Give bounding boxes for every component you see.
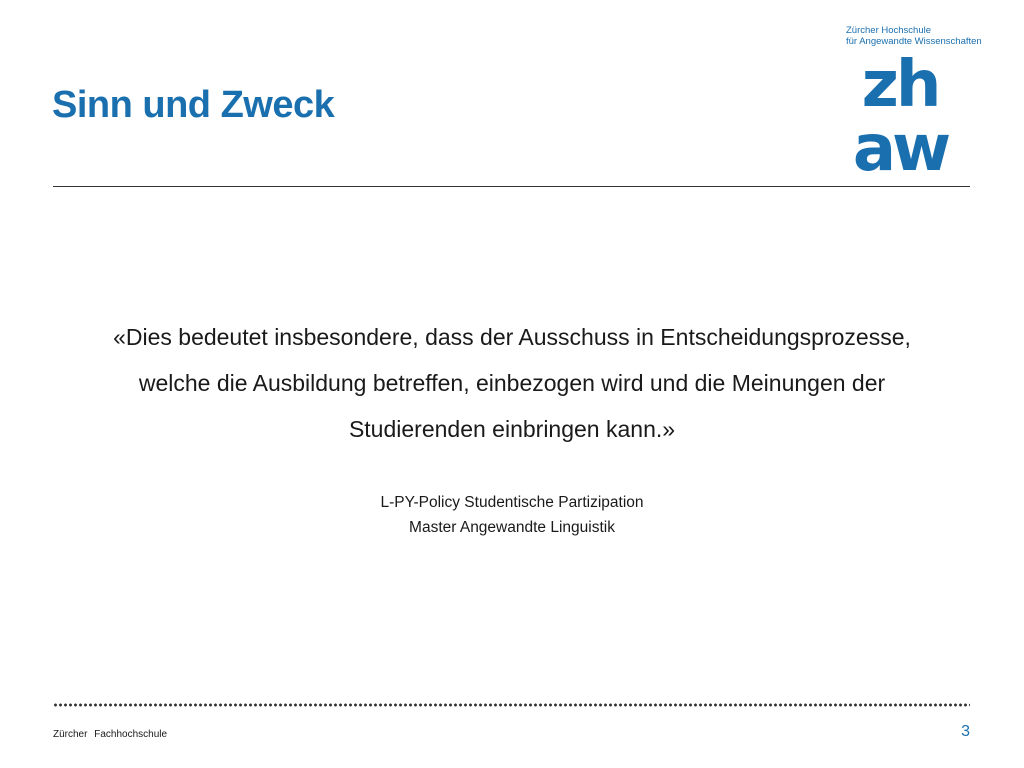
title-divider [53, 186, 970, 187]
logo-caption-line2: für Angewandte Wissenschaften [846, 36, 982, 47]
quote-line-3: Studierenden einbringen kann.» [348, 416, 676, 442]
footer-dotted-divider [53, 703, 970, 707]
logo-caption [846, 25, 982, 47]
logo-mark-line2: aw [852, 112, 948, 176]
zhaw-logo [844, 52, 956, 176]
quote-line-1: «Dies bedeutet insbesondere, dass der Ausschuss in Entscheidungsprozesse, [113, 324, 911, 350]
quote-source [52, 490, 972, 540]
quote-line-2: welche die Ausbildung betreffen, einbezogen wird und die Meinungen der [138, 370, 886, 396]
quote-block [52, 314, 972, 452]
slide-title: Sinn und Zweck [52, 84, 335, 126]
logo-mark-line1: zh [861, 52, 939, 122]
page-number: 3 [961, 723, 970, 740]
footer-institution: Zürcher Fachhochschule [53, 729, 168, 740]
source-line-1: L-PY-Policy Studentische Partizipation [380, 494, 644, 511]
source-line-2: Master Angewandte Linguistik [409, 519, 615, 536]
logo-caption-line1: Zürcher Hochschule [846, 25, 932, 36]
